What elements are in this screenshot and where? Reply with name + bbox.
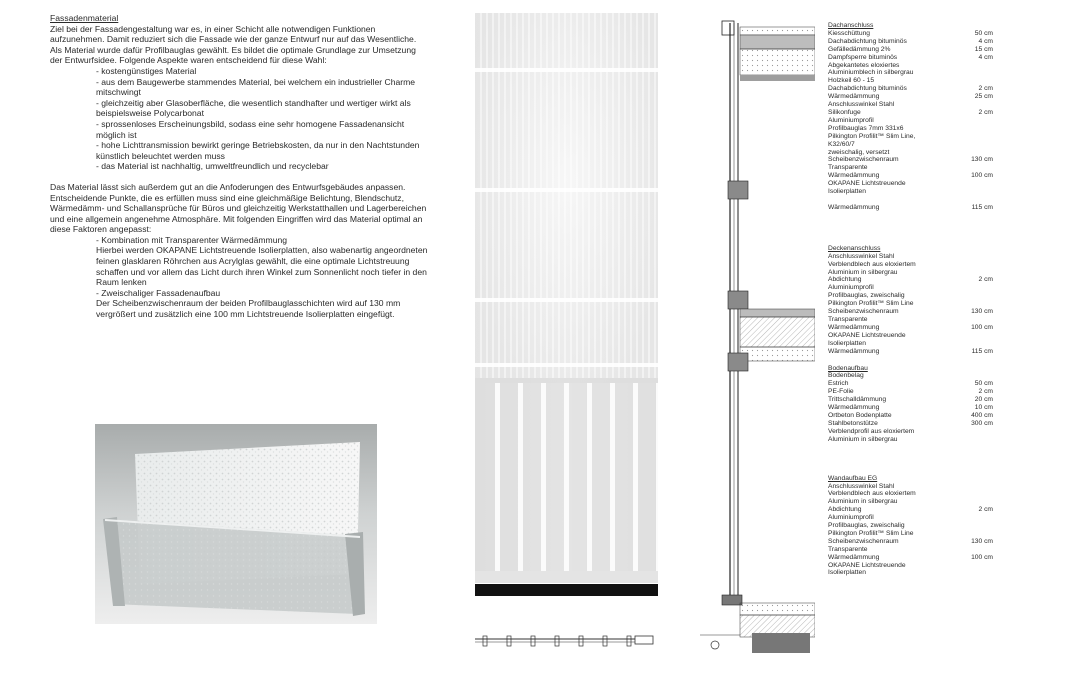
spec-row [828,117,993,125]
spec-value [953,253,993,261]
plan-detail-drawing [475,633,658,649]
spec-heading: Dachanschluss [828,22,874,29]
spec-label: Verblendblech aus eloxiertem [828,260,916,268]
spec-row [828,522,993,530]
spec-row [828,530,993,538]
spec-value [953,62,993,70]
spec-label: Transparente [828,316,868,323]
spec-value: 100 cm [971,323,993,331]
spec-label: Dachabdichtung bituminös [828,85,907,93]
spec-label: Wärmedämmung [828,323,880,331]
spec-value [953,125,993,133]
spec-value: 100 cm [971,172,993,180]
spec-label: Aluminium in silbergrau [828,498,898,506]
spec-block-roof [828,22,993,212]
spec-block-ceiling [828,245,993,356]
spec-value [953,180,993,188]
spec-row [828,483,993,491]
spec-label: Aluminiumblech in silbergrau [828,69,914,77]
spec-value: 50 cm [974,29,993,37]
list-item: - Zweischaliger Fassadenaufbau [96,287,221,298]
spec-label: Wärmedämmung [828,404,880,412]
spec-row [828,188,993,196]
spec-label: Aluminium in silbergrau [828,435,898,443]
spec-heading: Bodenaufbau [828,364,868,372]
spec-label: Silikonfuge [828,108,861,116]
list-item: - kostengünstiges Material [96,65,197,76]
spec-value: 4 cm [978,53,993,61]
spec-label: Anschlusswinkel Stahl [828,101,895,109]
spec-label: Profilbauglas, zweischalig [828,522,905,530]
spec-row [828,420,993,428]
spec-row [828,38,993,46]
spec-label: Transparente [828,164,868,172]
spec-label: Dachabdichtung bituminös [828,37,907,45]
spec-value [953,490,993,498]
spec-row [828,269,993,277]
spec-row [828,348,993,356]
spec-row [828,562,993,570]
spec-label: Kiesschüttung [828,29,871,37]
specification-list [828,22,993,577]
spec-row [828,276,993,284]
section-drawing [700,13,815,653]
spec-label: Wärmedämmung [828,553,880,561]
spec-label: Gefälledämmung 2% [828,45,891,53]
spec-label: PE-Folie [828,388,854,396]
spec-label: Dampfsperre bituminös [828,53,898,61]
spec-value [953,514,993,522]
spec-value [953,483,993,491]
facade-elevation-drawing [475,13,658,583]
spec-value: 2 cm [978,388,993,396]
spec-value [953,546,993,554]
spec-value [953,569,993,577]
spec-label: Profilbauglas, zweischalig [828,292,905,300]
spec-row [828,261,993,269]
spec-value [953,428,993,436]
spec-row [828,156,993,164]
spec-label: Isolierplatten [828,188,866,196]
spec-row [828,253,993,261]
spec-label: Verblendblech aus eloxiertem [828,490,916,498]
spec-value [953,188,993,196]
spec-value: 400 cm [971,411,993,419]
spec-row [828,85,993,93]
spec-row [828,340,993,348]
spec-row [828,498,993,506]
spec-value [953,530,993,538]
wall-section-drawing [700,13,815,653]
spec-value: 130 cm [971,308,993,316]
requirements-paragraph: Das Material lässt sich außerdem gut an die Anfoderungen des Entwurfsgebäudes anpassen. Entscheidende Punkte, die es erfüllen muss sind eine gleichmäßige Belichtung, Blendschutz, Wärmedämm- und Schallansprüche für Büros und gleichzeitig Werkstatthallen und Lagerbereichen und eine allgemein angenehme Atmosphäre. Mit folgenden Eingriffen wird das Material optimal an diese Faktoren angepasst: [50,181,427,235]
spec-value: 25 cm [974,93,993,101]
spec-value: 2 cm [978,85,993,93]
spec-value: 50 cm [974,380,993,388]
list-item: - das Material ist nachhaltig, umweltfreundlich und recyclebar [96,161,329,172]
spec-label: OKAPANE Lichtstreuende [828,561,906,569]
spec-heading: Deckenanschluss [828,244,881,252]
spec-row [828,569,993,577]
list-item: - sprossenloses Erscheinungsbild, sodass eine sehr homogene Fassadenansicht möglich ist [96,118,405,140]
spec-label: OKAPANE Lichtstreuende [828,331,906,339]
spec-row [828,164,993,172]
spec-label: Transparente [828,545,868,553]
spec-value [953,436,993,444]
spec-label: Abgekantetes eloxiertes [828,61,900,69]
spec-label: Wärmedämmung [828,93,880,101]
spec-row [828,316,993,324]
spec-value [953,196,993,204]
spec-row [828,388,993,396]
intro-paragraph: Ziel bei der Fassadengestaltung war es, in einer Schicht alle notwendigen Funktionen aufzunehmen. Damit reduziert sich die Fassade wie der ganze Entwurf nur auf das Wesentliche. [50,23,417,45]
spec-value: 100 cm [971,553,993,561]
list-item: - hohe Lichttransmission bewirkt geringe Betriebskosten, da nur in den Nachtstunden künstlich beleuchtet werden muss [96,140,420,161]
facade-elevation [475,13,658,583]
spec-value: 2 cm [978,276,993,284]
spec-value: 130 cm [971,537,993,545]
spec-row [828,292,993,300]
spec-value [953,332,993,340]
spec-label: Holzkeil 60 - 15 [828,77,875,85]
spec-row [828,109,993,117]
list-item: - gleichzeitig aber Glasoberfläche, die wesentlich standhafter und wertiger wirkt als beispielsweise Polycarbonat [96,97,411,119]
spec-label: Isolierplatten [828,339,866,347]
spec-value: 15 cm [974,45,993,53]
spec-row [828,538,993,546]
spec-value [953,69,993,77]
spec-label: Aluminiumprofil [828,514,874,522]
spec-label: Pilkington Profilit™ Slim Line [828,529,914,537]
spec-label: Stahlbetonstütze [828,419,878,427]
spec-value [953,269,993,277]
spec-label: Wärmedämmung [828,172,880,180]
spec-label: Wärmedämmung [828,203,880,211]
spec-row [828,332,993,340]
facade-material-text [50,13,430,320]
spec-row [828,308,993,316]
spec-row [828,196,993,204]
spec-label: K32/60/7 [828,140,855,148]
spec-label: Aluminium in silbergrau [828,268,898,276]
list-item: - aus dem Baugewerbe stammendes Material, bei welchem ein industrieller Charme mitschwingt [96,76,416,98]
spec-row [828,490,993,498]
spec-label: Anschlusswinkel Stahl [828,482,895,490]
spec-label: zweischalig, versetzt [828,148,890,156]
spec-label: Trittschalldämmung [828,396,887,404]
spec-label: Scheibenzwischenraum [828,156,899,164]
spec-value: 20 cm [974,396,993,404]
list-item: Der Scheibenzwischenraum der beiden Profilbauglasschichten wird auf 130 mm vergrößert und zusätzlich eine 100 mm Lichtstreuende Isolierplatten eingefügt. [96,298,401,320]
spec-row [828,300,993,308]
spec-value [953,340,993,348]
spec-value [953,562,993,570]
spec-row [828,436,993,444]
spec-label: Bodenbelag [828,372,864,380]
spec-value: 115 cm [971,347,993,355]
spec-value: 300 cm [971,419,993,427]
spec-row [828,77,993,85]
spec-row [828,546,993,554]
spec-value [953,164,993,172]
spec-row [828,133,993,141]
spec-value [953,261,993,269]
spec-value: 4 cm [978,37,993,45]
spec-label: Pilkington Profilit™ Slim Line, [828,132,916,140]
spec-row [828,506,993,514]
section-heading: Fassadenmaterial [50,13,119,23]
spec-row [828,284,993,292]
spec-row [828,125,993,133]
spec-row [828,404,993,412]
list-item: Hierbei werden OKAPANE Lichtstreuende Isolierplatten, also wabenartig angeordneten feinen glasklaren Röhrchen aus Acrylglas gewählt, die eine optimale Lichtstreuung schaffen und vor allem das Licht durch ihren Winkel zum Sonnenlicht noch tiefer in den Raum lenken [96,245,428,288]
spec-row [828,62,993,70]
spec-value [953,284,993,292]
spec-row [828,204,993,212]
spec-row [828,180,993,188]
spec-row [828,380,993,388]
spec-row [828,93,993,101]
spec-label: Scheibenzwischenraum [828,308,899,316]
spec-row [828,412,993,420]
spec-label: Verblendprofil aus eloxiertem [828,427,915,435]
spec-row [828,372,993,380]
spec-value [953,498,993,506]
spec-label: Pilkington Profilit™ Slim Line [828,300,914,308]
spec-value [953,372,993,380]
spec-label: Ortbeton Bodenplatte [828,411,892,419]
material-paragraph: Als Material wurde dafür Profilbauglas gewählt. Es bildet die optimale Grundlage zur Umsetzung der Entwurfsidee. Folgende Aspekte waren entscheidend für diese Wahl: [50,44,416,66]
spec-label: Wärmedämmung [828,347,880,355]
spec-label: Abdichtung [828,276,862,284]
spec-heading: Wandaufbau EG [828,474,878,482]
spec-value: 10 cm [974,404,993,412]
spec-row [828,54,993,62]
spec-row [828,172,993,180]
list-item: - Kombination mit Transparenter Wärmedämmung [96,234,288,245]
spec-block-wall [828,475,993,578]
spec-value [953,292,993,300]
glass-sample-photo [95,424,377,624]
spec-value [953,141,993,149]
spec-row [828,69,993,77]
spec-label: Abdichtung [828,506,862,514]
spec-row [828,514,993,522]
spec-value [953,522,993,530]
spec-value: 2 cm [978,506,993,514]
spec-value [953,300,993,308]
facade-base-band [475,584,658,596]
spec-value [953,149,993,157]
spec-value: 130 cm [971,156,993,164]
spec-row [828,324,993,332]
glass-sample-illustration [95,424,377,624]
spec-label: Profilbauglas 7mm 331x6 [828,124,904,132]
spec-label: Scheibenzwischenraum [828,537,899,545]
spec-row [828,141,993,149]
spec-label: Isolierplatten [828,569,866,577]
spec-row [828,46,993,54]
spec-value: 2 cm [978,108,993,116]
spec-label: OKAPANE Lichtstreuende [828,180,906,188]
spec-value: 115 cm [971,203,993,211]
spec-label: Aluminiumprofil [828,284,874,292]
spec-value [953,117,993,125]
measures-list [50,235,430,320]
spec-row [828,554,993,562]
spec-value [953,316,993,324]
spec-label: Aluminiumprofil [828,116,874,124]
spec-row [828,149,993,157]
spec-block-floor [828,365,993,444]
spec-row [828,30,993,38]
spec-value [953,77,993,85]
spec-row [828,396,993,404]
facade-plan-detail [475,633,658,649]
spec-value [953,101,993,109]
spec-row [828,101,993,109]
spec-value [953,133,993,141]
aspects-list [50,66,430,172]
spec-label: Estrich [828,380,849,388]
spec-label: Anschlusswinkel Stahl [828,252,895,260]
spec-row [828,428,993,436]
